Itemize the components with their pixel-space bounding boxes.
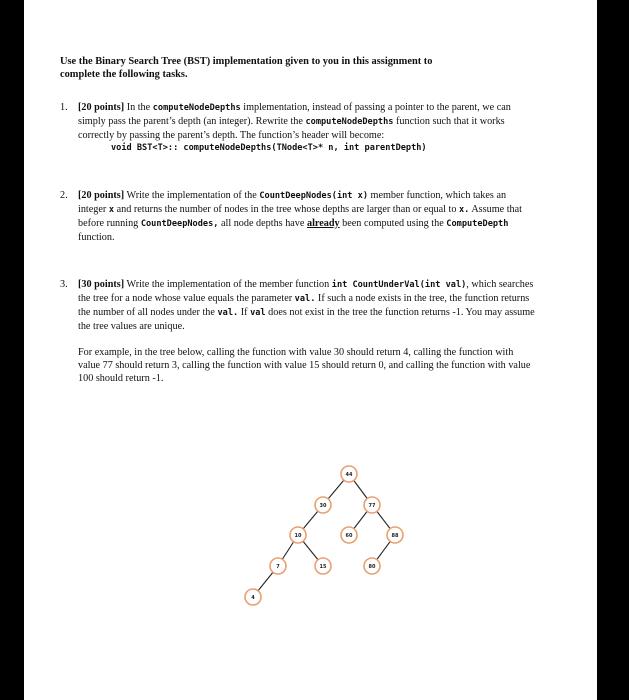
tree-node-label: 44 bbox=[345, 471, 353, 478]
tree-node-88 bbox=[387, 527, 403, 543]
task-2-text-part: been computed using the bbox=[339, 218, 447, 229]
task-3-text-part: , which searches the tree for a node whose value equals the parameter bbox=[78, 279, 534, 304]
tree-node-label: 7 bbox=[276, 563, 280, 570]
tree-node-10 bbox=[290, 527, 306, 543]
task-1-text-part: implementation, instead of passing a pointer to the parent, we can simply pass the parent’s depth (an integer). Rewrite the bbox=[78, 102, 511, 127]
tree-edges bbox=[253, 471, 395, 597]
intro-line-2: complete the following tasks. bbox=[60, 69, 188, 80]
task-3-text-part: If such a node exists in the tree, the function returns the number of all nodes under the bbox=[78, 293, 530, 318]
task-1-code-function-2: computeNodeDepths bbox=[305, 117, 394, 127]
task-1-text-part: In the bbox=[124, 102, 153, 113]
task-3-points: [30 points] bbox=[78, 279, 125, 290]
task-3-text-part: does not exist in the tree the function returns -1. You may assume the tree values are unique. bbox=[78, 307, 535, 332]
task-2-code-function: CountDeepNodes(int x) bbox=[259, 191, 368, 201]
task-3-code-val-2: val. bbox=[217, 308, 239, 318]
task-2-number: 2. bbox=[60, 190, 68, 201]
task-1-signature: void BST<T>:: computeNodeDepths(TNode<T>* n, int parentDepth) bbox=[111, 143, 427, 153]
task-2-code-count: CountDeepNodes, bbox=[140, 219, 219, 229]
task-3-text-part: If bbox=[238, 307, 251, 318]
tree-node-60 bbox=[341, 527, 357, 543]
tree-node-80 bbox=[364, 558, 380, 574]
tree-node-label: 88 bbox=[391, 532, 399, 539]
task-2-text-part: function. bbox=[78, 232, 115, 243]
tree-node-7 bbox=[270, 558, 286, 574]
task-2-text-part: and returns the number of nodes in the tree whose depths are larger than or equal to bbox=[114, 204, 459, 215]
task-1-code-function: computeNodeDepths bbox=[152, 103, 241, 113]
intro-line-1: Use the Binary Search Tree (BST) implementation given to you in this assignment to bbox=[60, 56, 433, 67]
task-2-code-x-2: x. bbox=[458, 205, 470, 215]
task-2-text-part: member function, which takes an integer bbox=[78, 190, 507, 215]
task-2-text-part: Write the implementation of the bbox=[124, 190, 260, 201]
task-2-code-computedepth: ComputeDepth bbox=[446, 219, 509, 229]
task-3-code-function: int CountUnderVal(int val) bbox=[331, 280, 467, 290]
task-3-text-part: Write the implementation of the member function bbox=[124, 279, 332, 290]
tree-node-label: 10 bbox=[294, 532, 302, 539]
task-2-points: [20 points] bbox=[78, 190, 125, 201]
task-3-code-val: val. bbox=[294, 294, 316, 304]
tree-node-label: 77 bbox=[368, 502, 376, 509]
tree-node-label: 60 bbox=[345, 532, 353, 539]
tree-node-label: 4 bbox=[251, 594, 255, 601]
task-3-code-val-3: val bbox=[250, 308, 266, 318]
tree-nodes bbox=[245, 466, 403, 605]
task-2-text-part: Assume that before running bbox=[78, 204, 522, 229]
task-1-number: 1. bbox=[60, 102, 68, 113]
tree-node-label: 80 bbox=[368, 563, 376, 570]
tree-node-15 bbox=[315, 558, 331, 574]
task-2-underline: already bbox=[306, 218, 340, 229]
task-3-example: For example, in the tree below, calling the function with value 30 should return 4, calling the function with value 77 should return 3, calling the function with value 15 should return 0, and calling the function with value 100 should return -1. bbox=[78, 347, 531, 384]
tree-node-77 bbox=[364, 497, 380, 513]
task-2-code-x: x bbox=[108, 205, 115, 215]
tree-node-4 bbox=[245, 589, 261, 605]
task-1-points: [20 points] bbox=[78, 102, 125, 113]
task-2-text-part: all node depths have bbox=[218, 218, 307, 229]
task-1-text-part: function such that it works correctly by passing the parent’s depth. The function’s header will become: bbox=[78, 116, 505, 141]
tree-node-30 bbox=[315, 497, 331, 513]
tree-node-label: 30 bbox=[319, 502, 327, 509]
task-3-number: 3. bbox=[60, 279, 68, 290]
tree-node-label: 15 bbox=[319, 563, 327, 570]
tree-node-44 bbox=[341, 466, 357, 482]
